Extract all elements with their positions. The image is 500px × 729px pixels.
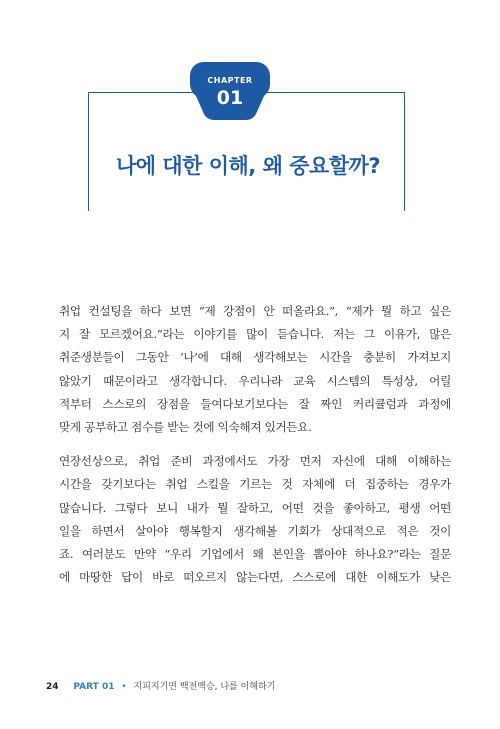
text-line: 많습니다. 그렇다 보니 내가 뭘 잘하고, 어떤 것을 좋아하고, 평생 어떤: [59, 500, 451, 515]
page-number: 24: [46, 682, 59, 692]
text-line: 취업 컨설팅을 하다 보면 “제 강점이 안 떠올라요.”, “제가 뭘 하고 싶은: [59, 304, 451, 318]
paragraph: [59, 300, 451, 439]
text-line: 연장선상으로, 취업 준비 과정에서도 가장 먼저 자신에 대해 이해하는: [59, 454, 451, 469]
chapter-title: 나에 대한 이해, 왜 중요할까?: [115, 154, 381, 178]
part-label: PART 01: [73, 682, 115, 692]
running-title: 지피지기면 백전백승, 나를 이해하기: [133, 682, 276, 692]
footer-separator: •: [121, 682, 127, 692]
page-footer: [46, 679, 275, 692]
text-line: 에 마땅한 답이 바로 떠오르지 않는다면, 스스로에 대한 이해도가 낮은: [59, 570, 451, 585]
text-line: 지 잘 모르겠어요.”라는 이야기를 많이 듣습니다. 저는 그 이유가, 많은: [59, 327, 451, 342]
chapter-label: CHAPTER: [207, 76, 253, 85]
chapter-badge: [190, 62, 270, 120]
text-line: 않았기 때문이라고 생각합니다. 우리나라 교육 시스템의 특성상, 어릴: [59, 373, 451, 388]
chapter-number: 01: [216, 87, 244, 109]
text-line: 죠. 여러분도 만약 “우리 기업에서 왜 본인을 뽑아야 하나요?”라는 질문: [59, 547, 451, 562]
text-line: 시간을 갖기보다는 취업 스킬을 기르는 것 자체에 더 집중하는 경우가: [59, 477, 451, 492]
text-line: 취준생분들이 그동안 ‘나’에 대해 생각해보는 시간을 충분히 가져보지: [59, 350, 451, 365]
text-line: 일을 하면서 살아야 행복할지 생각해볼 기회가 상대적으로 적은 것이: [59, 523, 451, 538]
text-line: 적부터 스스로의 장점을 들여다보기보다는 잘 짜인 커리큘럼과 과정에: [59, 396, 451, 411]
body-text: [59, 300, 451, 600]
text-line: 맞게 공부하고 점수를 받는 것에 익숙해져 있거든요.: [59, 420, 312, 435]
paragraph: [59, 450, 451, 589]
